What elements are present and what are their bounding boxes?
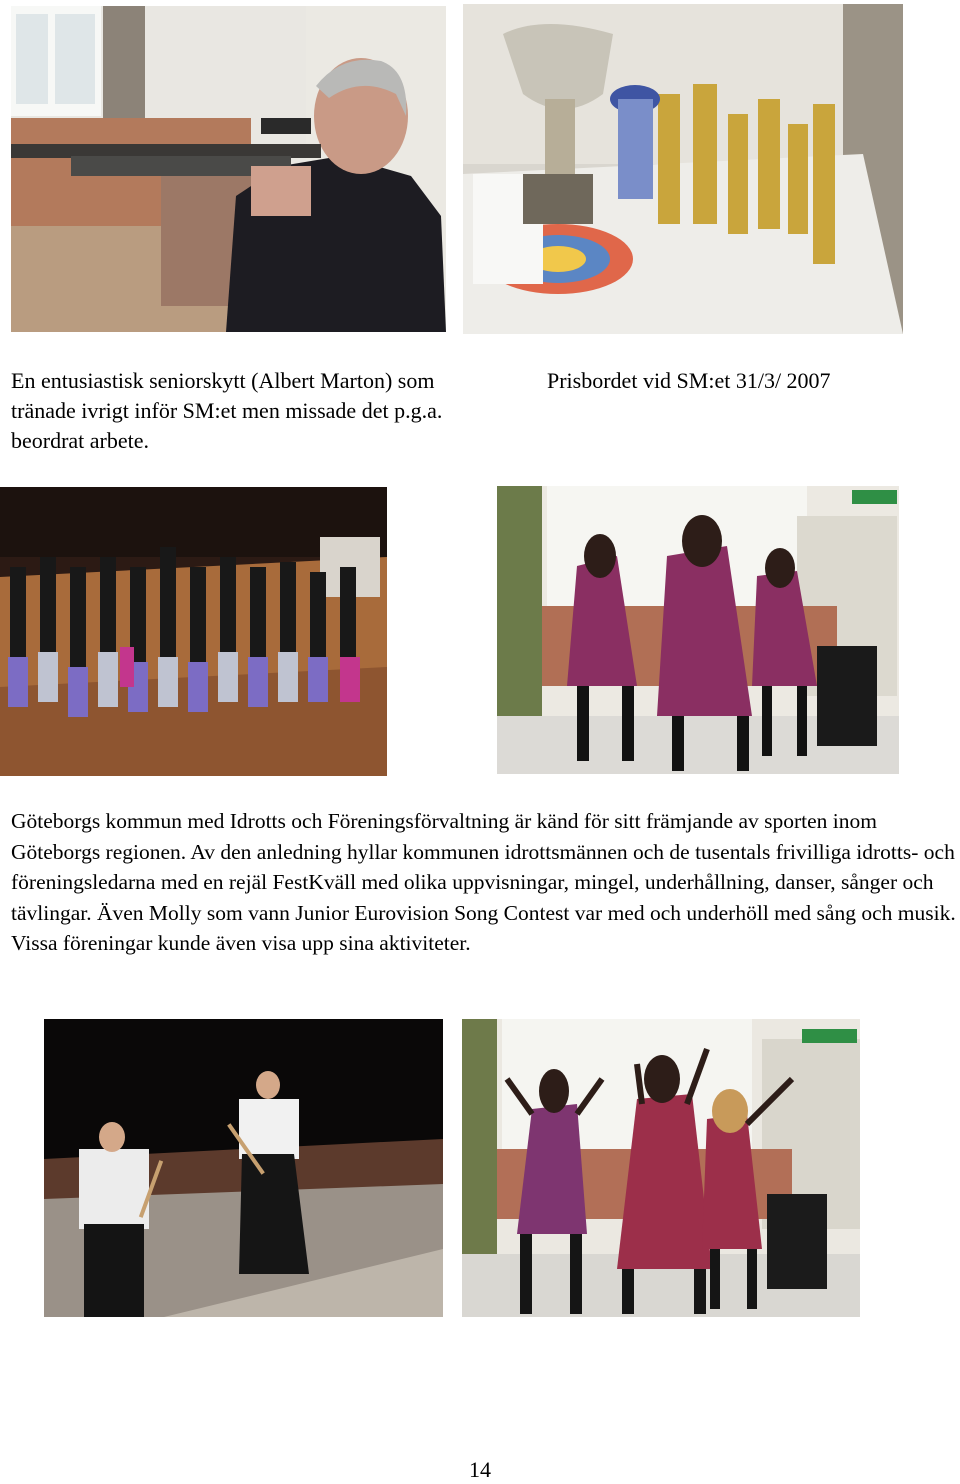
photo-singers-2 [462, 1019, 860, 1317]
photo-singers-1 [497, 486, 899, 774]
caption-prize-table: Prisbordet vid SM:et 31/3/ 2007 [547, 368, 831, 393]
caption-shooter: En entusiastisk seniorskytt (Albert Marton) som tränade ivrigt inför SM:et men missade det p.g.a. beordrat arbete. [11, 368, 443, 453]
photo-dance-troupe [0, 487, 387, 776]
photo-martial-arts [44, 1019, 443, 1317]
photo-prize-table [463, 4, 903, 334]
body-paragraph: Göteborgs kommun med Idrotts och Föreningsförvaltning är känd för sitt främjande av sporten inom Göteborgs regionen. Av den anledning hyllar kommunen idrottsmännen och de tusentals frivilliga idrotts- och föreningsledarna med en rejäl FestKväll med olika uppvisningar, mingel, underhållning, danser, sånger och tävlingar. Även Molly som vann Junior Eurovision Song Contest var med och underhöll med sång och musik. Vissa föreningar kunde även visa upp sina aktiviteter. [11, 809, 956, 955]
page-number: 14 [469, 1457, 491, 1482]
photo-shooter [11, 6, 446, 332]
